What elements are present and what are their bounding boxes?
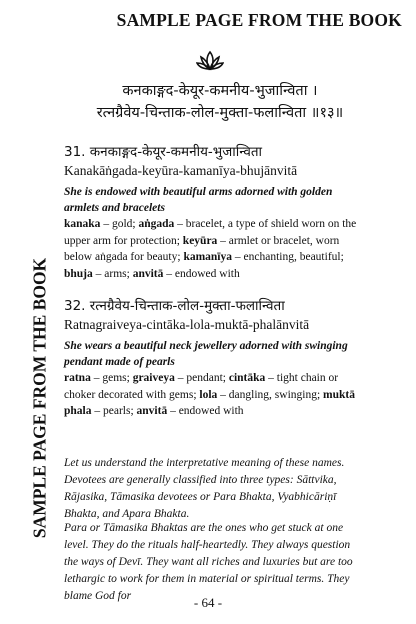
gloss-term: keyūra [182, 234, 218, 247]
gloss-term: ratna [64, 372, 91, 384]
entry-transliteration: Kanakāṅgada-keyūra-kamanīya-bhujānvitā [64, 163, 298, 178]
page-number: - 64 - [193, 595, 223, 610]
gloss-term: cintāka [228, 372, 266, 384]
entry-glossary [64, 370, 364, 420]
explanation-paragraph-2 [64, 520, 364, 605]
gloss-definition: – gems; [90, 372, 133, 384]
gloss-term: kamanīya [183, 251, 233, 263]
paragraph-text: Let us understand the interpretative meaning of these names. Devotees are generally classified into three types: Sāttvika, Rājasika, Tāmasika devotees or Para Bhakta, Vyabhicāriṇī Bhakta, and Apara Bhakta. [64, 457, 345, 520]
side-label-container [26, 198, 54, 598]
gloss-term: kanaka [64, 218, 101, 230]
entry-transliteration: Ratnagraiveya-cintāka-lola-muktā-phalānvitā [64, 317, 310, 332]
entry-32 [64, 296, 364, 420]
gloss-definition: – tight chain or choker decorated with gems; [64, 372, 339, 401]
gloss-definition: – gold; [100, 218, 139, 230]
paragraph-text: Para or Tāmasika Bhaktas are the ones who get stuck at one level. They do the rituals half-heartedly. They always question the ways of Devī. They want all riches and luxuries but are too lethargic to work for them in material or spiritual terms. They blame God for [64, 522, 353, 602]
gloss-term: anvitā [136, 405, 168, 417]
gloss-definition: – endowed with [163, 267, 240, 280]
entry-meaning: She is endowed with beautiful arms adorned with golden armlets and bracelets [64, 186, 333, 214]
gloss-definition: – endowed with [167, 405, 244, 417]
explanation-paragraph-1 [64, 455, 364, 523]
gloss-term: graiveya [132, 372, 175, 384]
entry-31 [64, 142, 364, 282]
gloss-term: lola [199, 388, 218, 401]
lotus-icon [196, 50, 224, 72]
gloss-term: bhuja [64, 267, 93, 280]
gloss-term: muktā phala [64, 388, 355, 417]
gloss-term: aṅgada [138, 218, 175, 230]
gloss-definition: – dangling, swinging; [217, 388, 324, 401]
entry-meaning: She wears a beautiful neck jewellery adorned with swinging pendant made of pearls [64, 340, 348, 368]
gloss-definition: – bracelet, a type of shield worn on the upper arm for protection; [64, 218, 357, 247]
gloss-definition: – armlet or bracelet, worn below aṅgada for beauty; [64, 234, 340, 263]
side-label: SAMPLE PAGE FROM THE BOOK [29, 257, 50, 539]
gloss-definition: – enchanting, beautiful; [232, 251, 344, 263]
verse-line-2: रत्नग्रैवेय-चिन्ताक-लोल-मुक्ता-फलान्विता ॥१३॥ [96, 105, 344, 121]
gloss-definition: – arms; [92, 267, 133, 280]
entry-title: 31. कनकाङ्गद-केयूर-कमनीय-भुजान्विता [64, 144, 263, 160]
entry-glossary [64, 216, 364, 282]
gloss-term: anvitā [132, 267, 164, 280]
entry-title: 32. रत्नग्रैवेय-चिन्ताक-लोल-मुक्ता-फलान्विता [64, 298, 285, 314]
gloss-definition: – pearls; [91, 405, 137, 417]
page-header-title: SAMPLE PAGE FROM THE BOOK [116, 10, 402, 30]
verse-line-1: कनकाङ्गद-केयूर-कमनीय-भुजान्विता । [122, 83, 318, 99]
gloss-definition: – pendant; [174, 372, 229, 384]
